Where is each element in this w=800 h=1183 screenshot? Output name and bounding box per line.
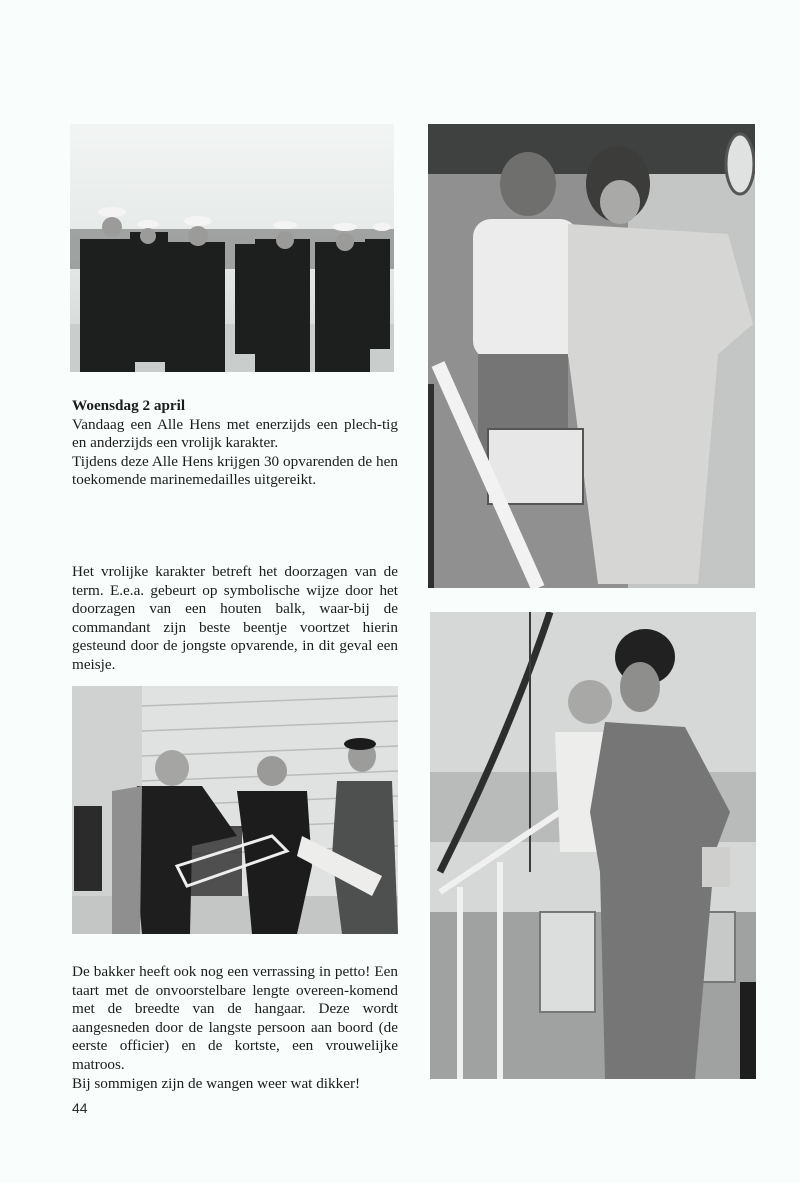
cake-paragraph: De bakker heeft ook nog een verrassing in petto! Een taart met de onvoorstelbare lengte overeen-komend met de breedte van de hangaar. Deze wordt aangesneden door de langste persoon aan boord (de eerste officier) en de kortste, een vrouwelijke matroos. [72, 963, 398, 1073]
intro-paragraph-2: Tijdens deze Alle Hens krijgen 30 opvarenden de hen toekomende marinemedailles uitgereikt. [72, 452, 398, 489]
officers-parade-image [70, 124, 394, 372]
sawing-ceremony-image [72, 686, 398, 934]
photo-man-and-woman-bucket [428, 124, 755, 588]
intro-text [72, 397, 398, 490]
saw-text [72, 563, 398, 675]
cake-text [72, 963, 398, 1093]
date-heading: Woensdag 2 april [72, 397, 186, 414]
man-woman-bucket-image [428, 124, 755, 588]
saw-paragraph: Het vrolijke karakter betreft het doorzagen van de term. E.e.a. gebeurt op symbolische wijze door het doorzagen van een houten balk, waar-bij de commandant zijn beste beentje voortzet hierin gesteund door de jongste opvarende, in dit geval een meisje. [72, 563, 398, 673]
page-number: 44 [72, 1100, 88, 1116]
photo-officers-parade [70, 124, 394, 372]
sailors-at-rail-image [430, 612, 756, 1079]
photo-sawing-ceremony [72, 686, 398, 934]
photo-sailors-at-rail [430, 612, 756, 1079]
intro-paragraph-1: Vandaag een Alle Hens met enerzijds een plech-tig en anderzijds een vrolijk karakter. [72, 415, 398, 452]
cake-closing: Bij sommigen zijn de wangen weer wat dikker! [72, 1074, 361, 1092]
